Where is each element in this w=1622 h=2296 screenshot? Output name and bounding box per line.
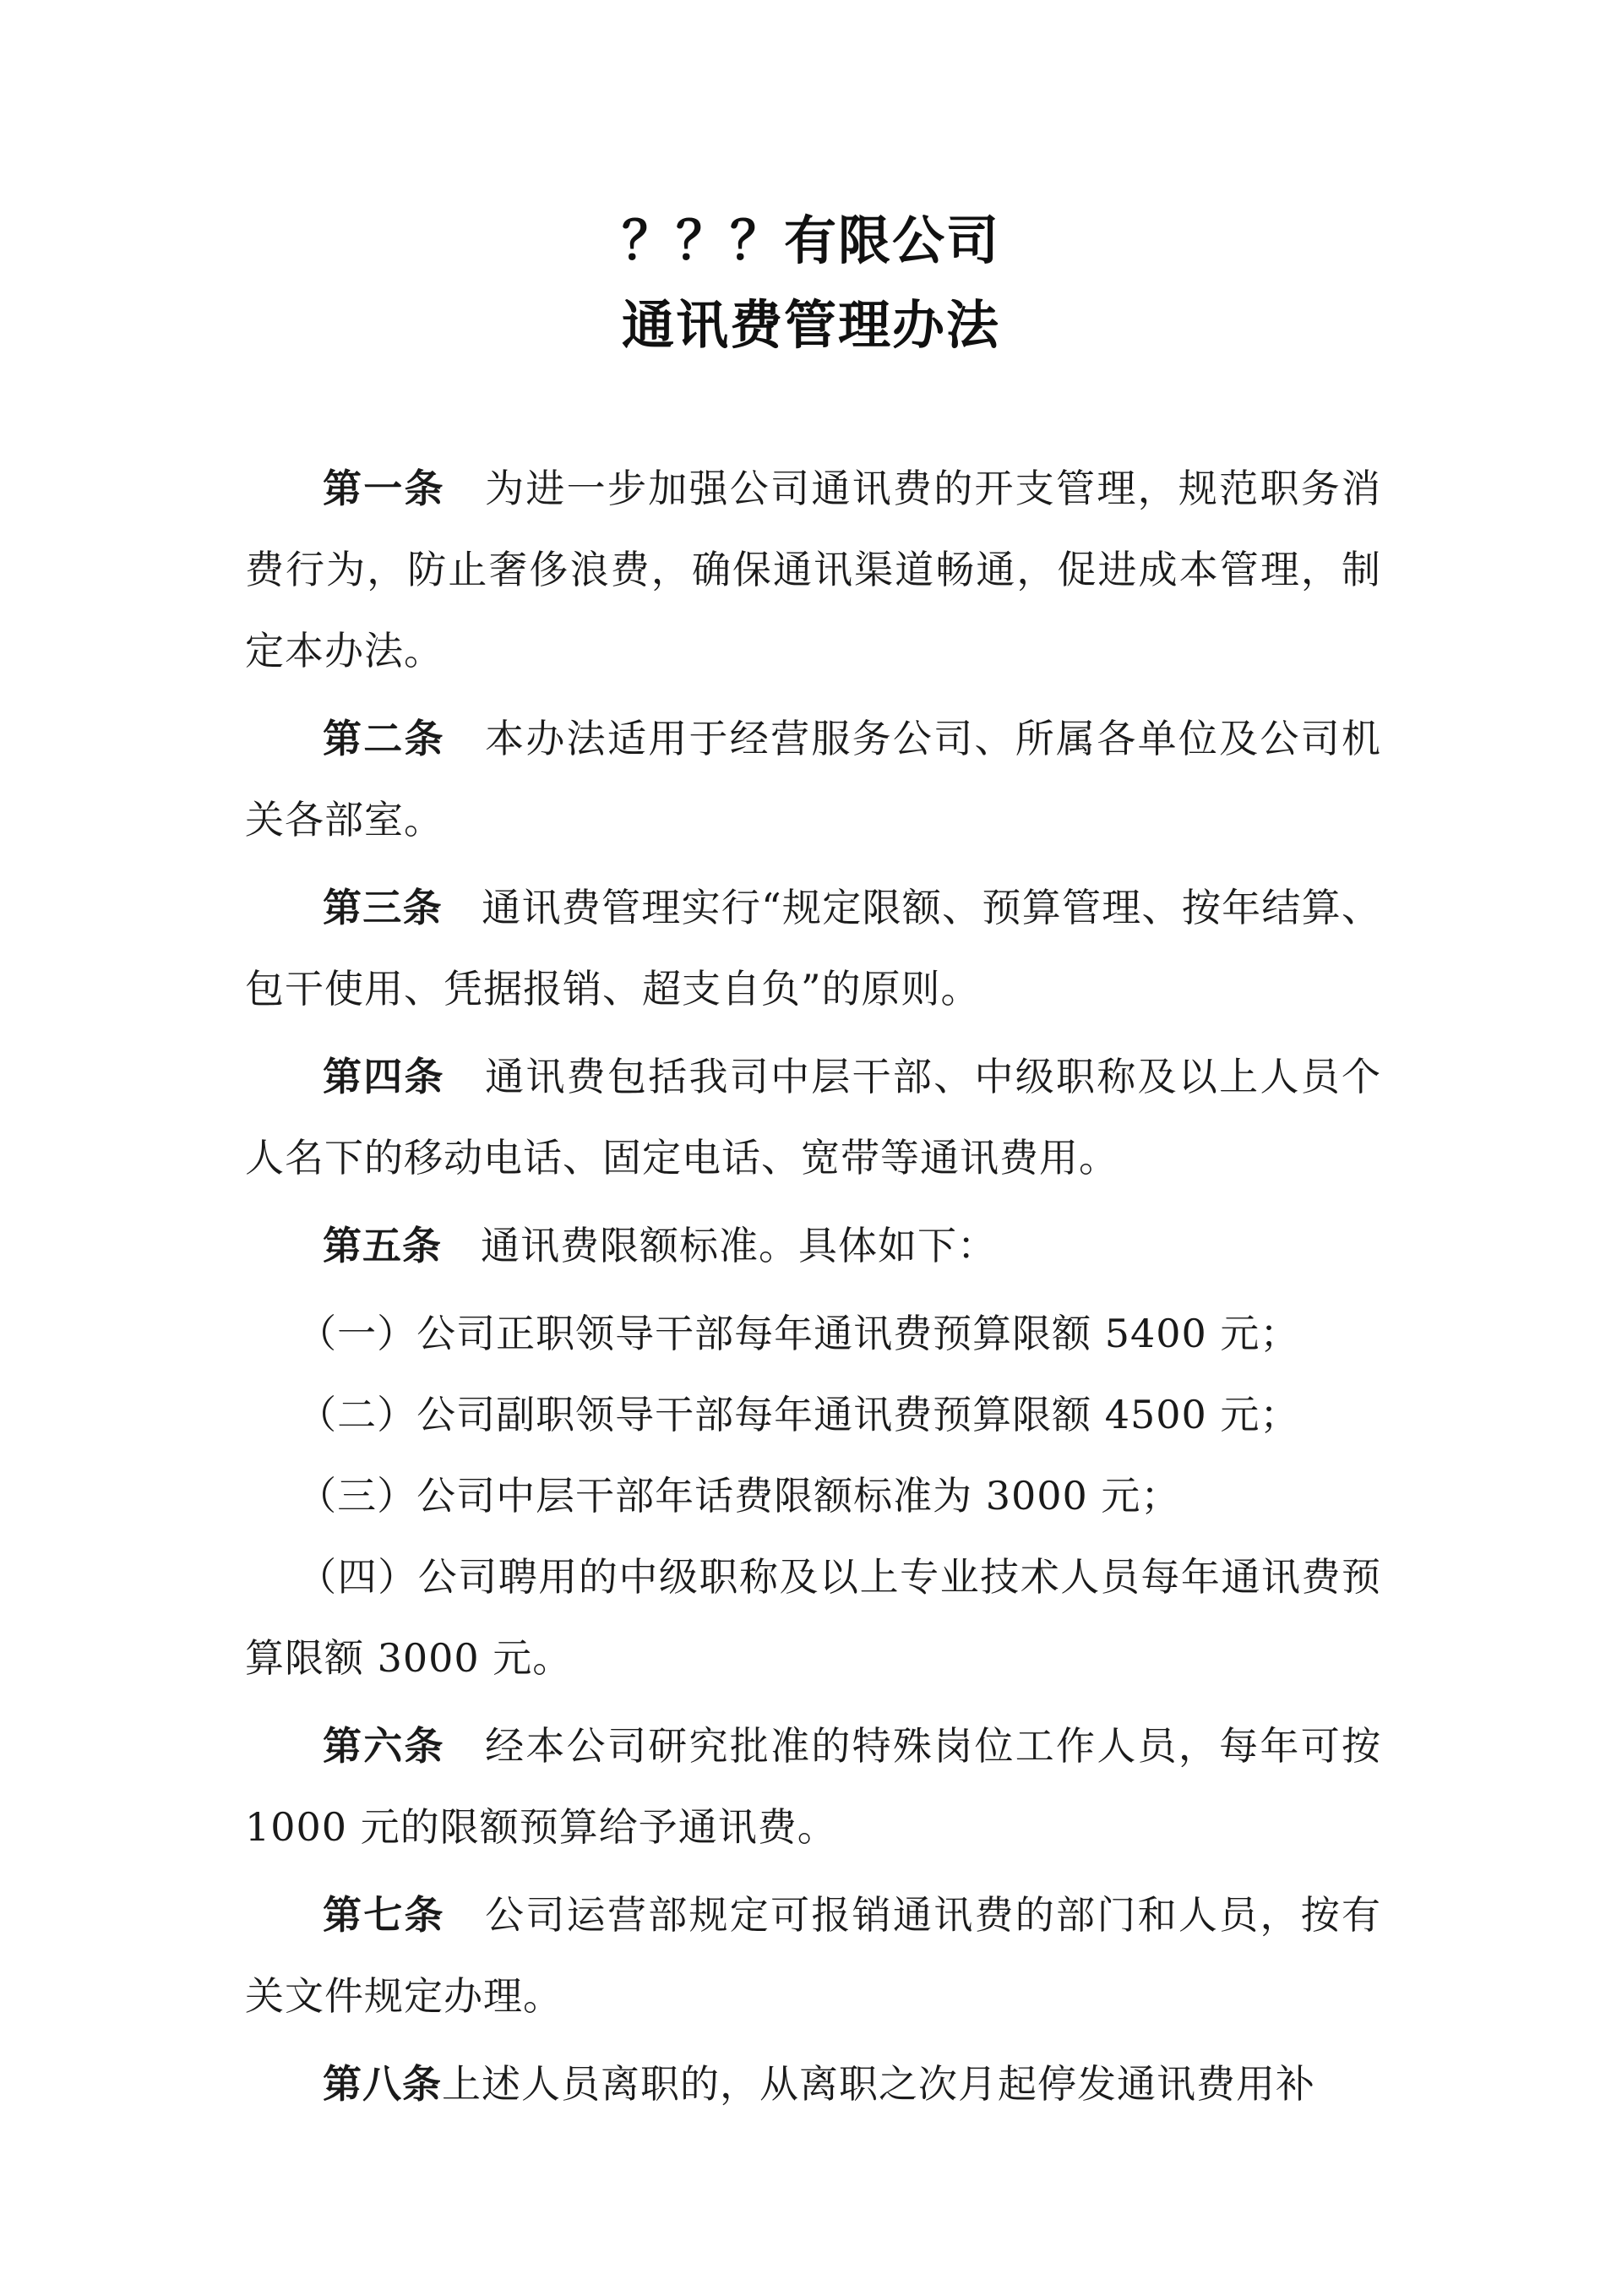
quota-item-2: （二）公司副职领导干部每年通讯费预算限额 4500 元；: [297, 1392, 1300, 1437]
article-text: 经本公司研究批准的特殊岗位工作人员，每年可按 1000 元的限额预算给予通讯费。: [245, 1723, 1382, 1850]
title-regulation: 通讯费管理办法: [621, 294, 1000, 356]
article-5: [245, 1205, 1381, 1286]
article-text: 本办法适用于经营服务公司、所属各单位及公司机关各部室。: [245, 716, 1382, 843]
article-text: 通讯费包括我司中层干部、中级职称及以上人员个人名下的移动电话、固定电话、宽带等通讯费用。: [245, 1054, 1382, 1181]
quota-item-1: （一）公司正职领导干部每年通讯费预算限额 5400 元；: [297, 1311, 1300, 1356]
article-text: 通讯费限额标准。具体如下：: [481, 1223, 997, 1268]
article-label: 第二条: [323, 716, 445, 761]
quota-item-4: （四）公司聘用的中级职称及以上专业技术人员每年通讯费预算限额 3000 元。: [245, 1554, 1381, 1681]
article-label: 第七条: [323, 1892, 445, 1938]
article-2: [245, 698, 1381, 860]
document-title: [0, 199, 1622, 368]
article-label: 第三条: [323, 885, 443, 930]
document-body: [245, 448, 1381, 2131]
article-7: [245, 1874, 1381, 2037]
article-label: 第八条: [323, 2061, 442, 2107]
article-text: 为进一步加强公司通讯费的开支管理，规范职务消费行为，防止奢侈浪费，确保通讯渠道畅通，促进成本管理，制定本办法。: [245, 466, 1382, 674]
article-text: 公司运营部规定可报销通讯费的部门和人员，按有关文件规定办理。: [245, 1892, 1382, 2019]
article-6: [245, 1705, 1381, 1868]
article-1: [245, 448, 1381, 691]
article-label: 第六条: [323, 1723, 445, 1769]
article-label: 第一条: [323, 466, 445, 511]
article-8: [245, 2043, 1381, 2124]
article-3: [245, 867, 1381, 1029]
title-company: ？？？有限公司: [621, 210, 1000, 271]
article-text: 通讯费管理实行“规定限额、预算管理、按年结算、包干使用、凭据报销、超支自负”的原则。: [245, 885, 1381, 1012]
article-label: 第四条: [323, 1054, 445, 1099]
quota-item-3: （三）公司中层干部年话费限额标准为 3000 元；: [297, 1473, 1181, 1519]
article-4: [245, 1036, 1381, 1198]
article-text: 上述人员离职的，从离职之次月起停发通讯费用补: [442, 2061, 1315, 2107]
article-label: 第五条: [323, 1223, 442, 1268]
